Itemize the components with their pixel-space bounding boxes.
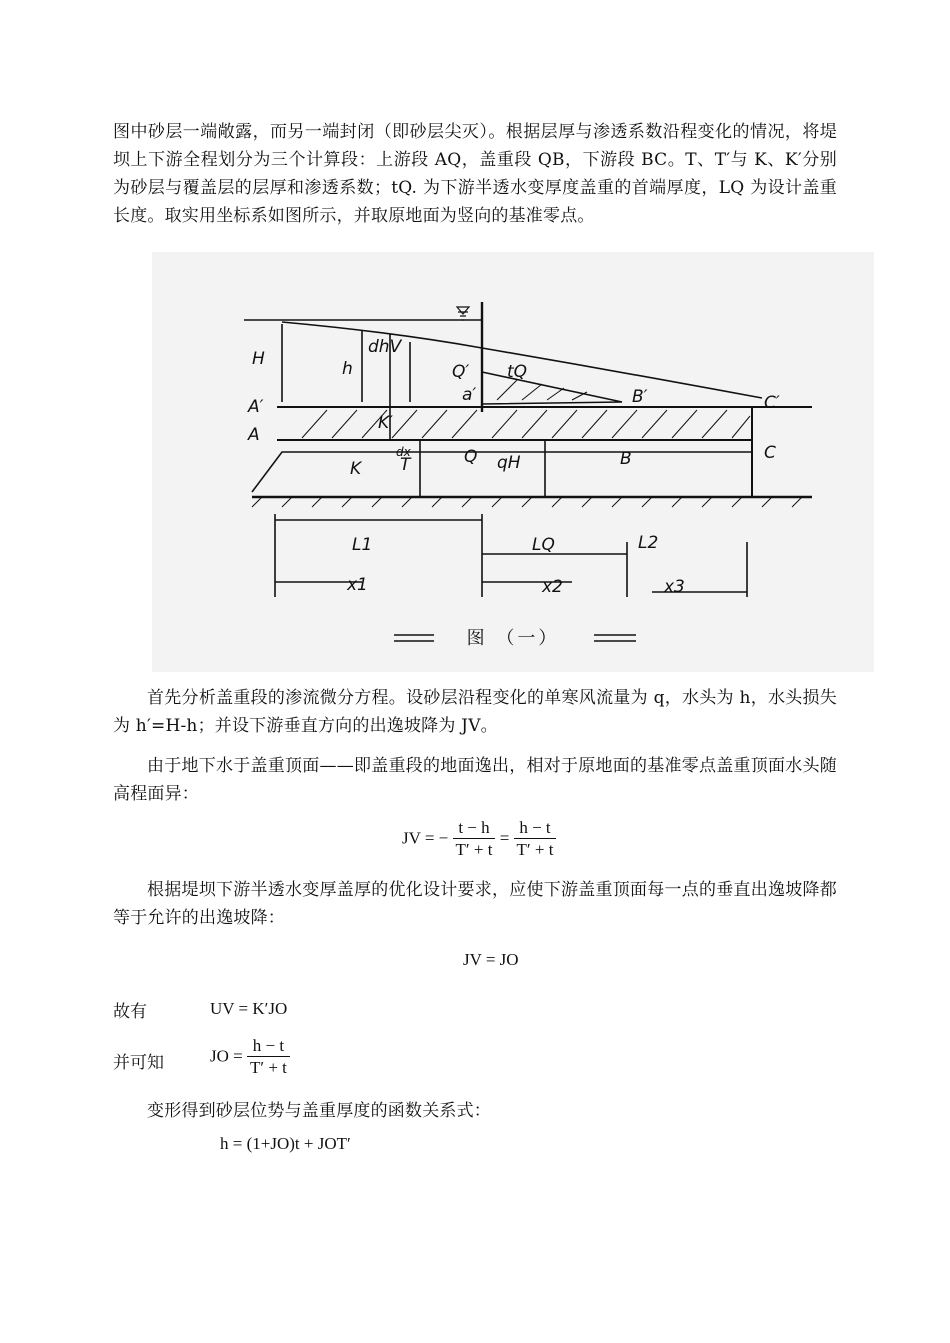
figure-caption: 图 （一） <box>466 628 560 649</box>
label-C: C <box>764 443 776 463</box>
label-h: h <box>342 359 353 379</box>
label-Cp: C′ <box>764 393 780 413</box>
groundwater-text: 由于地下水于盖重顶面——即盖重段的地面逸出，相对于原地面的基准零点盖重顶面水头随高程面异： <box>113 756 837 804</box>
label-B: B <box>620 449 632 469</box>
uv-equation: UV = K′JO <box>210 999 288 1018</box>
jv-fraction-1 <box>453 818 496 861</box>
jo-num: h − t <box>247 1036 290 1057</box>
bingkezhi-label: 并可知 <box>113 1053 164 1073</box>
label-H: H <box>252 349 265 369</box>
label-K: K <box>350 459 362 479</box>
jv-den-1: T′ + t <box>455 840 493 859</box>
label-L1: L1 <box>352 535 373 555</box>
transform-text: 变形得到砂层位势与盖重厚度的函数关系式： <box>147 1101 491 1121</box>
jv-lhs: JV = − <box>402 828 449 848</box>
label-Kp: K′ <box>378 413 394 433</box>
label-x1: x1 <box>347 575 368 595</box>
design-text: 根据堤坝下游半透水变厚盖厚的优化设计要求，应使下游盖重顶面每一点的垂直出逸坡降都等于允许的出逸坡降： <box>113 880 837 928</box>
analysis-paragraph <box>113 684 837 740</box>
h-relation-equation: h = (1+JO)t + JOT′ <box>220 1134 351 1153</box>
seepage-diagram <box>152 252 874 672</box>
label-tQ: tQ <box>507 362 528 382</box>
label-Qp: Q′ <box>452 362 470 382</box>
label-LQ: LQ <box>532 535 555 555</box>
label-ap: a′ <box>462 385 477 405</box>
transform-paragraph <box>113 1097 837 1125</box>
label-dhv: dhV <box>368 337 402 357</box>
label-Bp: B′ <box>632 387 648 407</box>
intro-paragraph <box>113 118 837 230</box>
label-Ap: A′ <box>248 397 264 417</box>
label-x2: x2 <box>542 577 563 597</box>
guyou-label: 故有 <box>113 1002 147 1022</box>
jo-lhs: JO = <box>210 1046 243 1066</box>
jv-equals: = <box>499 828 510 848</box>
label-A: A <box>248 425 260 445</box>
label-L2: L2 <box>638 533 659 553</box>
jo-den: T′ + t <box>249 1058 287 1077</box>
label-T: T <box>400 455 411 475</box>
jv-den-2: T′ + t <box>516 840 554 859</box>
jo-equation <box>210 1036 290 1079</box>
diagram-drawing <box>152 252 874 672</box>
jv-fraction-2 <box>514 818 557 861</box>
label-x3: x3 <box>664 577 685 597</box>
design-paragraph <box>113 876 837 932</box>
intro-text: 图中砂层一端敞露，而另一端封闭（即砂层尖灭）。根据层厚与渗透系数沿程变化的情况，将堤坝上下游全程划分为三个计算段：上游段 AQ，盖重段 QB，下游段 BC。T、T′与 K、K′分别为砂层与覆盖层的层厚和渗透系数；tQ. 为下游半透水变厚度盖重的首端厚度，LQ 为设计盖重长度。取实用坐标系如图所示，并取原地面为竖向的基准零点。 <box>113 122 837 226</box>
groundwater-paragraph <box>113 752 837 808</box>
jv-num-2: h − t <box>514 818 557 839</box>
label-dx: dx <box>396 445 411 459</box>
jv-num-1: t − h <box>453 818 496 839</box>
jv-jo-equation: JV = JO <box>463 950 519 969</box>
jv-equation <box>402 818 556 861</box>
phreatic-curve <box>282 322 762 398</box>
analysis-text: 首先分析盖重段的渗流微分方程。设砂层沿程变化的单寒风流量为 q，水头为 h，水头损失为 h′=H-h；并设下游垂直方向的出逸坡降为 JV。 <box>113 688 837 736</box>
label-Q: Q <box>464 447 478 467</box>
label-qH: qH <box>497 453 521 473</box>
berm-wedge <box>482 372 622 404</box>
jo-fraction <box>247 1036 290 1079</box>
